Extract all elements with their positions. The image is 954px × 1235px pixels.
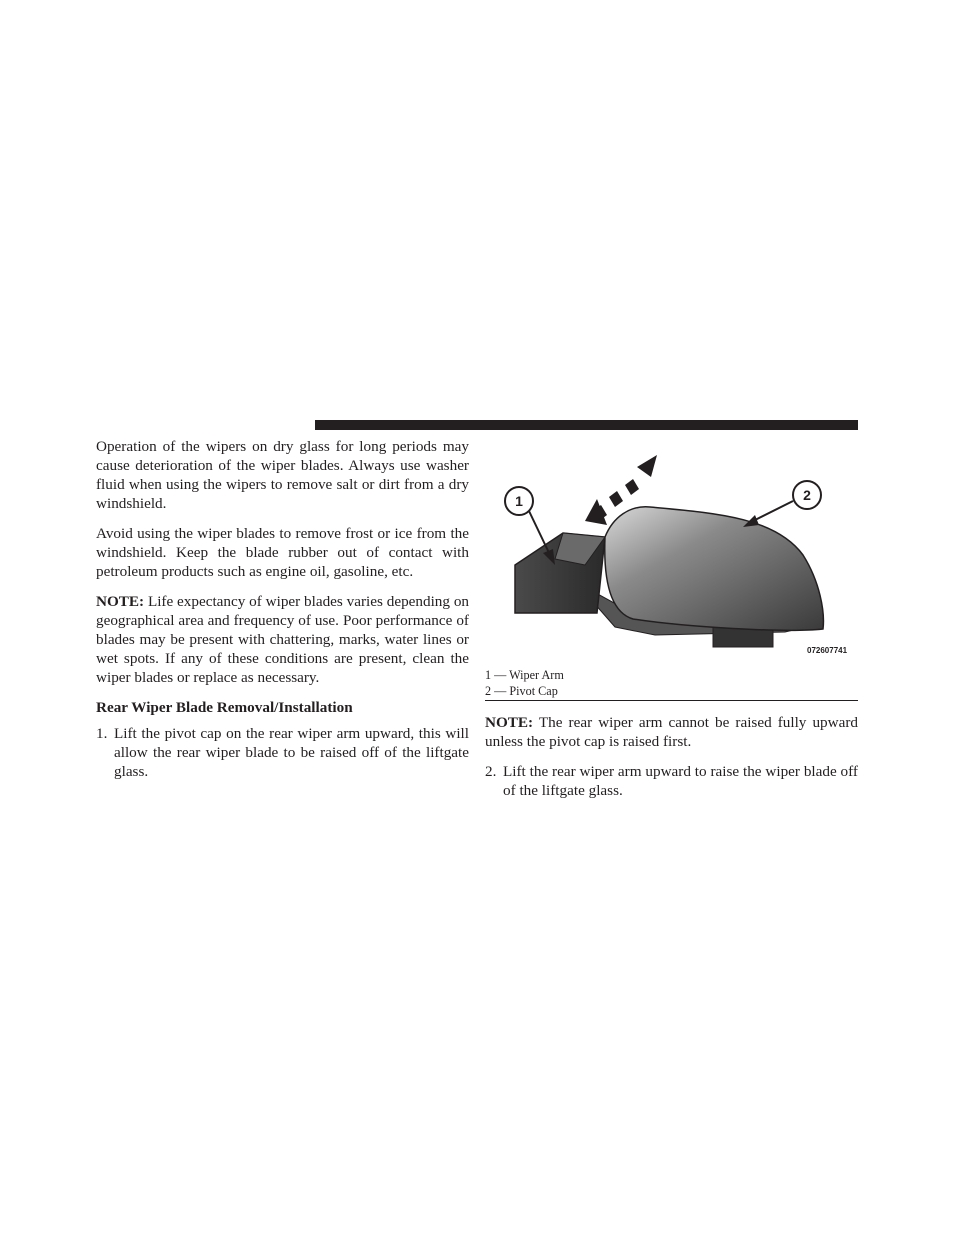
wiper-figure — [485, 437, 858, 667]
note-life-expectancy — [96, 592, 469, 687]
legend-item-pivot-cap: 2 — Pivot Cap — [485, 684, 558, 698]
note-label: NOTE: — [96, 593, 145, 610]
step-text: Lift the pivot cap on the rear wiper arm upward, this will allow the rear wiper blade to be raised off of the liftgate glass. — [114, 725, 469, 780]
figure-code: 072607741 — [807, 646, 848, 655]
callout-1 — [505, 487, 555, 565]
callout-2-label: 2 — [803, 487, 811, 503]
step-1 — [96, 724, 469, 781]
step-text: Lift the rear wiper arm upward to raise the wiper blade off of the liftgate glass. — [503, 763, 858, 799]
note-label: NOTE: — [485, 714, 534, 731]
paragraph-frost: Avoid using the wiper blades to remove frost or ice from the windshield. Keep the blade rubber out of contact with petroleum products such as engine oil, gasoline, etc. — [96, 525, 469, 580]
left-column — [96, 437, 469, 781]
callout-2 — [743, 481, 821, 527]
step-2 — [485, 762, 858, 800]
wiper-illustration — [485, 437, 858, 667]
step-number: 2. — [485, 763, 497, 780]
note-text: The rear wiper arm cannot be raised fully upward unless the pivot cap is raised first. — [485, 714, 858, 750]
legend-item-wiper-arm: 1 — Wiper Arm — [485, 668, 564, 682]
callout-1-label: 1 — [515, 493, 523, 509]
right-column — [485, 437, 858, 800]
step-number: 1. — [96, 725, 108, 742]
header-bar — [315, 420, 858, 430]
note-text: Life expectancy of wiper blades varies depending on geographical area and frequency of use. Poor performance of blades may be present with chattering, marks, water lines or wet spots. If any of these conditions are present, clean the wiper blades or replace as necessary. — [96, 593, 470, 686]
section-heading: Rear Wiper Blade Removal/Installation — [96, 699, 353, 716]
pivot-cap — [605, 507, 824, 630]
note-pivot-cap — [485, 713, 858, 751]
paragraph-dry-glass: Operation of the wipers on dry glass for long periods may cause deterioration of the wiper blades. Always use washer fluid when using the wipers to remove salt or dirt from a dry windshield. — [96, 438, 469, 512]
figure-legend — [485, 667, 858, 701]
